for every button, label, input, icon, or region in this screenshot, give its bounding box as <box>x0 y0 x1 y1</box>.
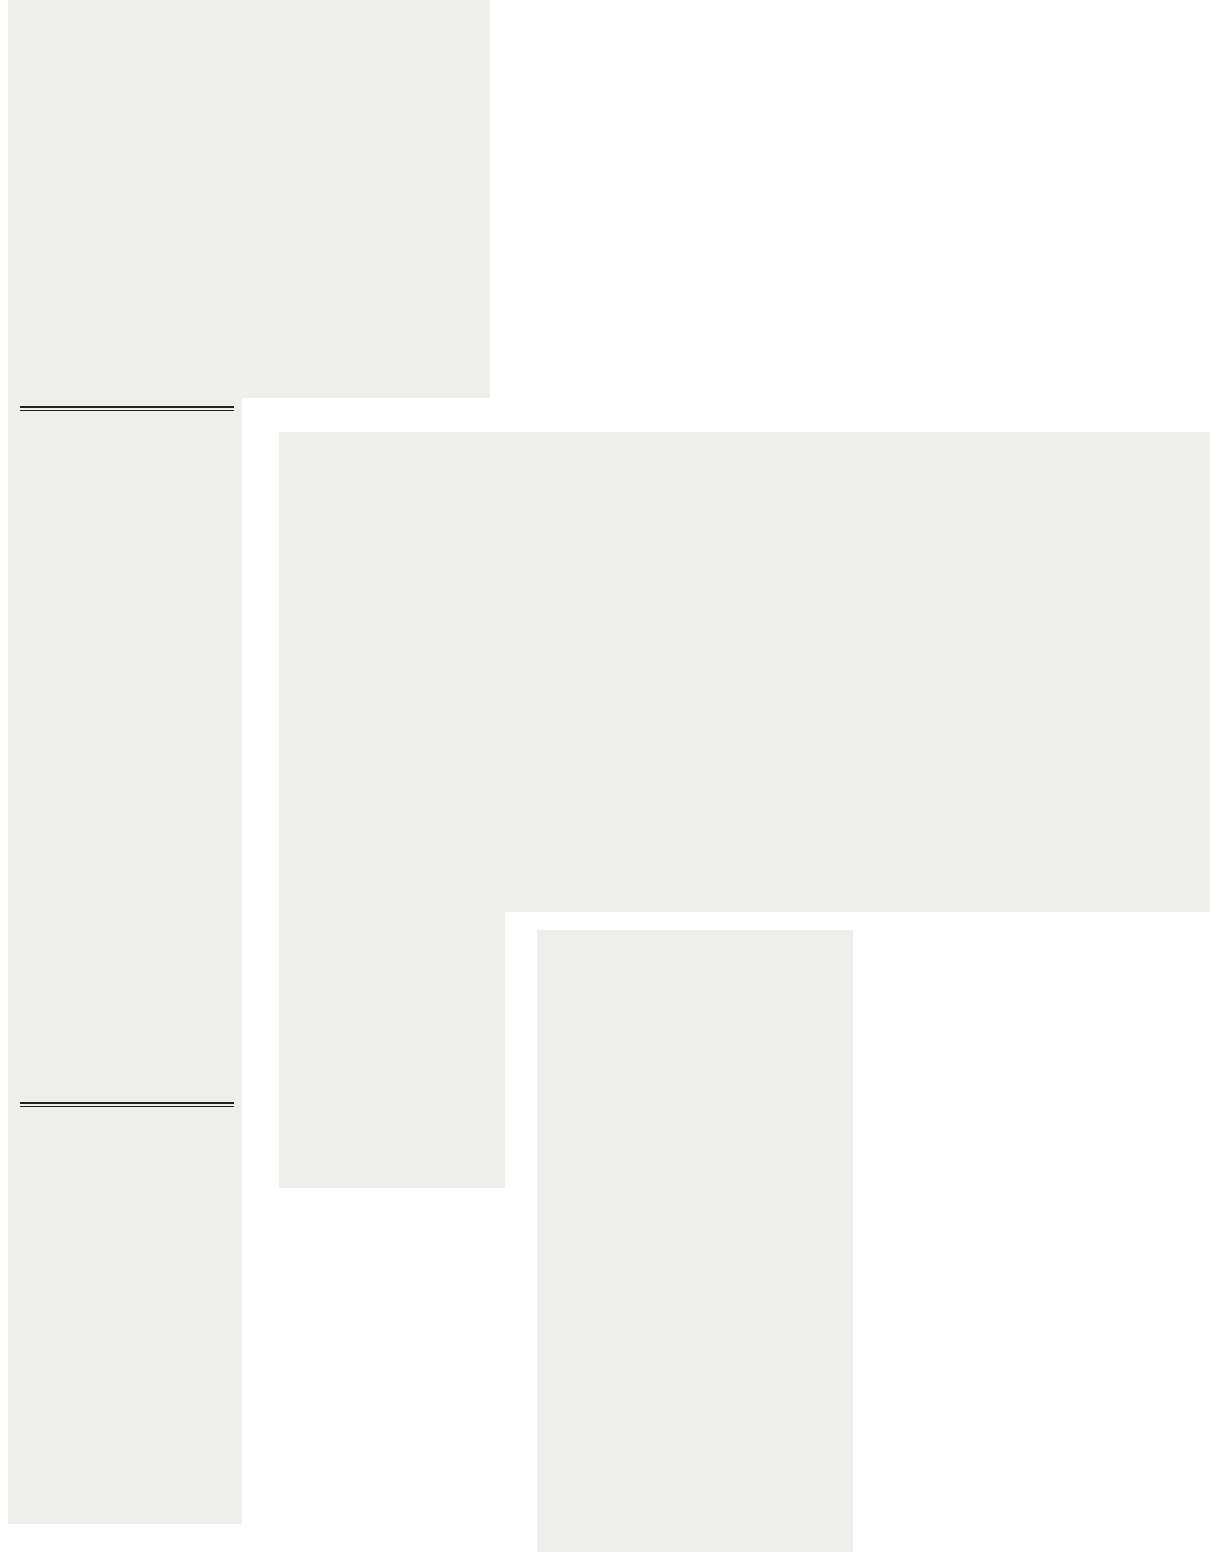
article1-top-clipping <box>8 0 490 398</box>
article1-column-bottom <box>8 1098 242 1524</box>
division1-clipping <box>537 930 853 1552</box>
article1-column <box>8 398 242 1098</box>
article2-body-col4 <box>985 722 1201 725</box>
article2-column-continuation <box>279 912 505 1188</box>
article2-body-col2 <box>519 766 737 769</box>
subhead-smasher <box>20 1102 234 1107</box>
article1-byline-row <box>24 14 476 36</box>
article2-body-col1 <box>287 574 501 577</box>
article2-clipping <box>279 432 1210 912</box>
article2-body-col3 <box>751 766 967 769</box>
subhead-crude <box>20 406 234 411</box>
